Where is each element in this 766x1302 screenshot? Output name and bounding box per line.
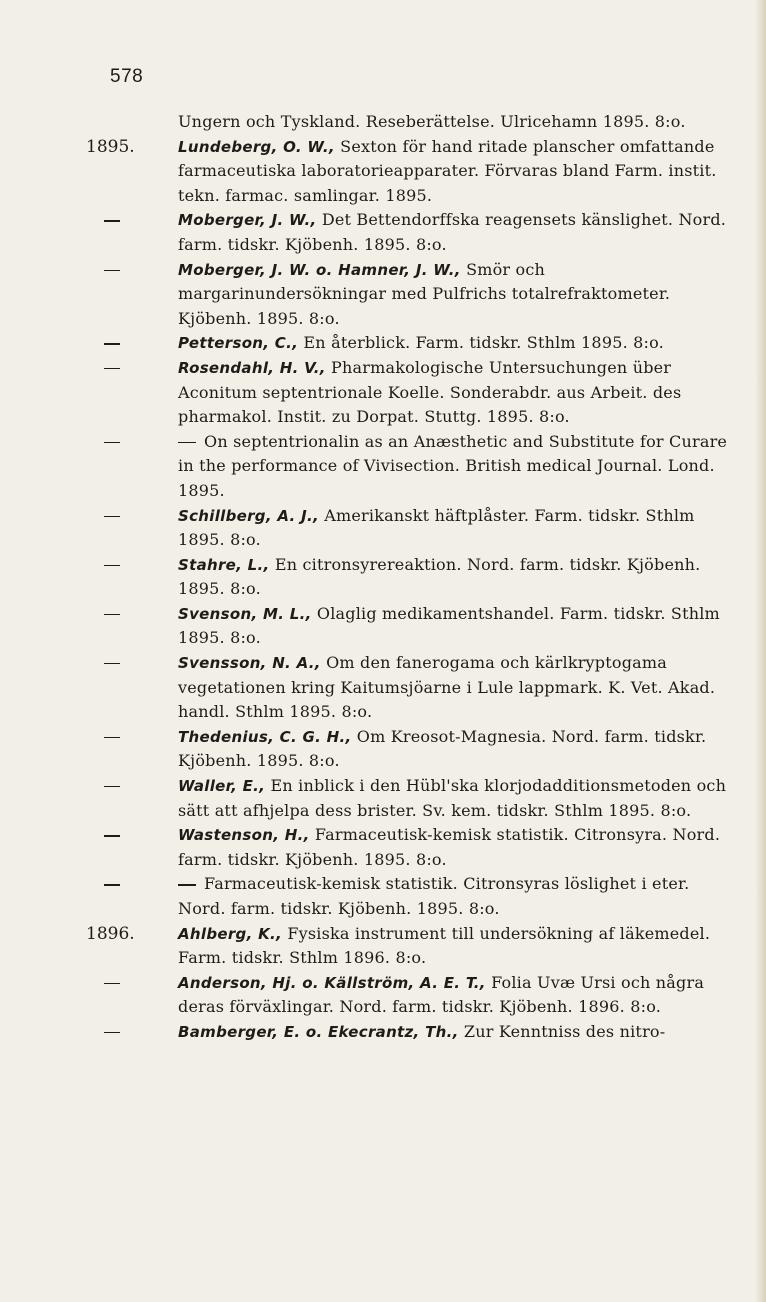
entry-author: Rosendahl, H. V., [178,358,326,377]
entry-description: Om Kreosot-Magnesia. Nord. farm. tidskr. Kjöbenh. 1895. 8:o. [178,726,707,771]
author-ditto-dash [178,442,196,443]
entry-author: Wastenson, H., [178,826,310,845]
entry-description: Folia Uvæ Ursi och några deras förväxlingar. Nord. farm. tidskr. Kjöbenh. 1896. 8:o. [178,972,705,1017]
year-ditto-dash [104,220,120,221]
entry-text [178,553,730,602]
entry-text [178,258,730,332]
page-number: 578 [110,66,144,87]
entry-description: Zur Kenntniss des nitro- [463,1021,666,1041]
year-ditto-dash [104,737,120,738]
entry-text [178,971,730,1020]
entry-author: Svensson, N. A., [178,654,321,673]
entry-description: En inblick i den Hübl'ska klorjodadditionsmetoden och sätt att afhjelpa dess brister. Sv. kem. tidskr. Sthlm 1895. 8:o. [178,776,727,820]
entry-author: Thedenius, C. G. H., [178,727,352,746]
bibliography-entry [0,430,730,504]
entry-text [178,430,730,504]
bibliography-entry [0,651,730,725]
entry-author: Petterson, C., [178,334,299,353]
year-ditto-dash [104,270,120,271]
bibliography-entry [0,110,730,135]
entry-description: Ungern och Tyskland. Reseberättelse. Ulricehamn 1895. 8:o. [178,112,686,131]
bibliography-entry [0,356,730,430]
entry-text [178,356,730,430]
bibliography-entry [0,208,730,257]
bibliography-entry [0,504,730,553]
entry-description: Smör och margarinundersökningar med Pulfrichs totalrefraktometer. Kjöbenh. 1895. 8:o. [178,259,671,328]
entry-author: Stahre, L., [178,555,270,574]
entry-description: En citronsyrereaktion. Nord. farm. tidskr. Kjöbenh. 1895. 8:o. [178,554,701,599]
entry-description: Sexton för hand ritade planscher omfattande farmaceutiska laboratorieapparater. Förvaras bland Farm. instit. tekn. farmac. samlingar. 1895. [178,136,717,205]
year-ditto-dash [104,368,120,369]
entry-description: Pharmakologische Untersuchungen über Aconitum septentrionale Koelle. Sonderabdr. aus Arbeit. des pharmakol. Instit. zu Dorpat. Stuttg. 1895. 8:o. [178,357,682,427]
entry-text [178,208,730,257]
year-ditto-dash [104,442,120,443]
bibliography-entry [0,553,730,602]
entry-description: Olaglig medikamentshandel. Farm. tidskr. Sthlm 1895. 8:o. [178,603,720,648]
entry-text [178,651,730,725]
entry-author: Moberger, J. W. o. Hamner, J. W., [178,260,461,279]
entry-author: Ahlberg, K., [178,924,283,943]
author-ditto-dash [178,884,196,885]
entry-author: Anderson, Hj. o. Källström, A. E. T., [178,973,486,992]
bibliography-entry [0,725,730,774]
bibliography-entry [0,971,730,1020]
entry-text [178,602,730,651]
entry-text [178,135,730,209]
entry-description: Det Bettendorffska reagensets känslighet. Nord. farm. tidskr. Kjöbenh. 1895. 8:o. [178,210,727,254]
year-ditto-dash [104,1032,120,1033]
entry-text [178,774,730,823]
year-ditto-dash [104,884,120,885]
entry-author: Bamberger, E. o. Ekecrantz, Th., [178,1022,459,1041]
entry-year: 1896. [86,923,135,944]
entry-text [178,110,730,135]
entry-author: Lundeberg, O. W., [178,137,335,156]
entry-author: Waller, E., [178,777,266,796]
year-ditto-dash [104,663,120,664]
entry-text [178,725,730,774]
bibliography-entry [0,774,730,823]
entry-description: Farmaceutisk-kemisk statistik. Citronsyras löslighet i eter. Nord. farm. tidskr. Kjöbenh. 1895. 8:o. [178,874,690,918]
entry-description: En återblick. Farm. tidskr. Sthlm 1895. 8:o. [303,333,664,353]
year-ditto-dash [104,983,120,984]
bibliography-entry [0,823,730,872]
entry-text [178,331,730,356]
bibliography-entry [0,602,730,651]
entry-description: Om den fanerogama och kärlkryptogama vegetationen kring Kaitumsjöarne i Lule lappmark. K. Vet. Akad. handl. Sthlm 1895. 8:o. [178,653,716,722]
bibliography-entry [0,872,730,921]
bibliography-entry [0,922,730,971]
entry-year: 1895. [86,136,135,157]
entry-author: Moberger, J. W., [178,211,317,230]
entry-description: Farmaceutisk-kemisk statistik. Citronsyra. Nord. farm. tidskr. Kjöbenh. 1895. 8:o. [178,825,721,869]
bibliography-entry [0,135,730,209]
entry-text [178,504,730,553]
year-ditto-dash [104,343,120,344]
entry-description: On septentrionalin as an Anæsthetic and Substitute for Curare in the performance of Vivisection. British medical Journal. Lond. 1895. [178,431,728,500]
entry-author: Schillberg, A. J., [178,506,319,525]
bibliography-entry [0,331,730,356]
bibliography-entries [0,110,766,1045]
entry-text [178,1020,730,1045]
year-ditto-dash [104,786,120,787]
entry-text [178,922,730,971]
year-ditto-dash [104,516,120,517]
year-ditto-dash [104,614,120,615]
entry-description: Fysiska instrument till undersökning af läkemedel. Farm. tidskr. Sthlm 1896. 8:o. [178,923,711,968]
entry-text [178,823,730,872]
year-ditto-dash [104,565,120,566]
entry-text [178,872,730,921]
year-ditto-dash [104,835,120,836]
bibliography-entry [0,258,730,332]
entry-description: Amerikanskt häftplåster. Farm. tidskr. Sthlm 1895. 8:o. [178,505,695,550]
bibliography-entry [0,1020,730,1045]
entry-author: Svenson, M. L., [178,604,312,623]
